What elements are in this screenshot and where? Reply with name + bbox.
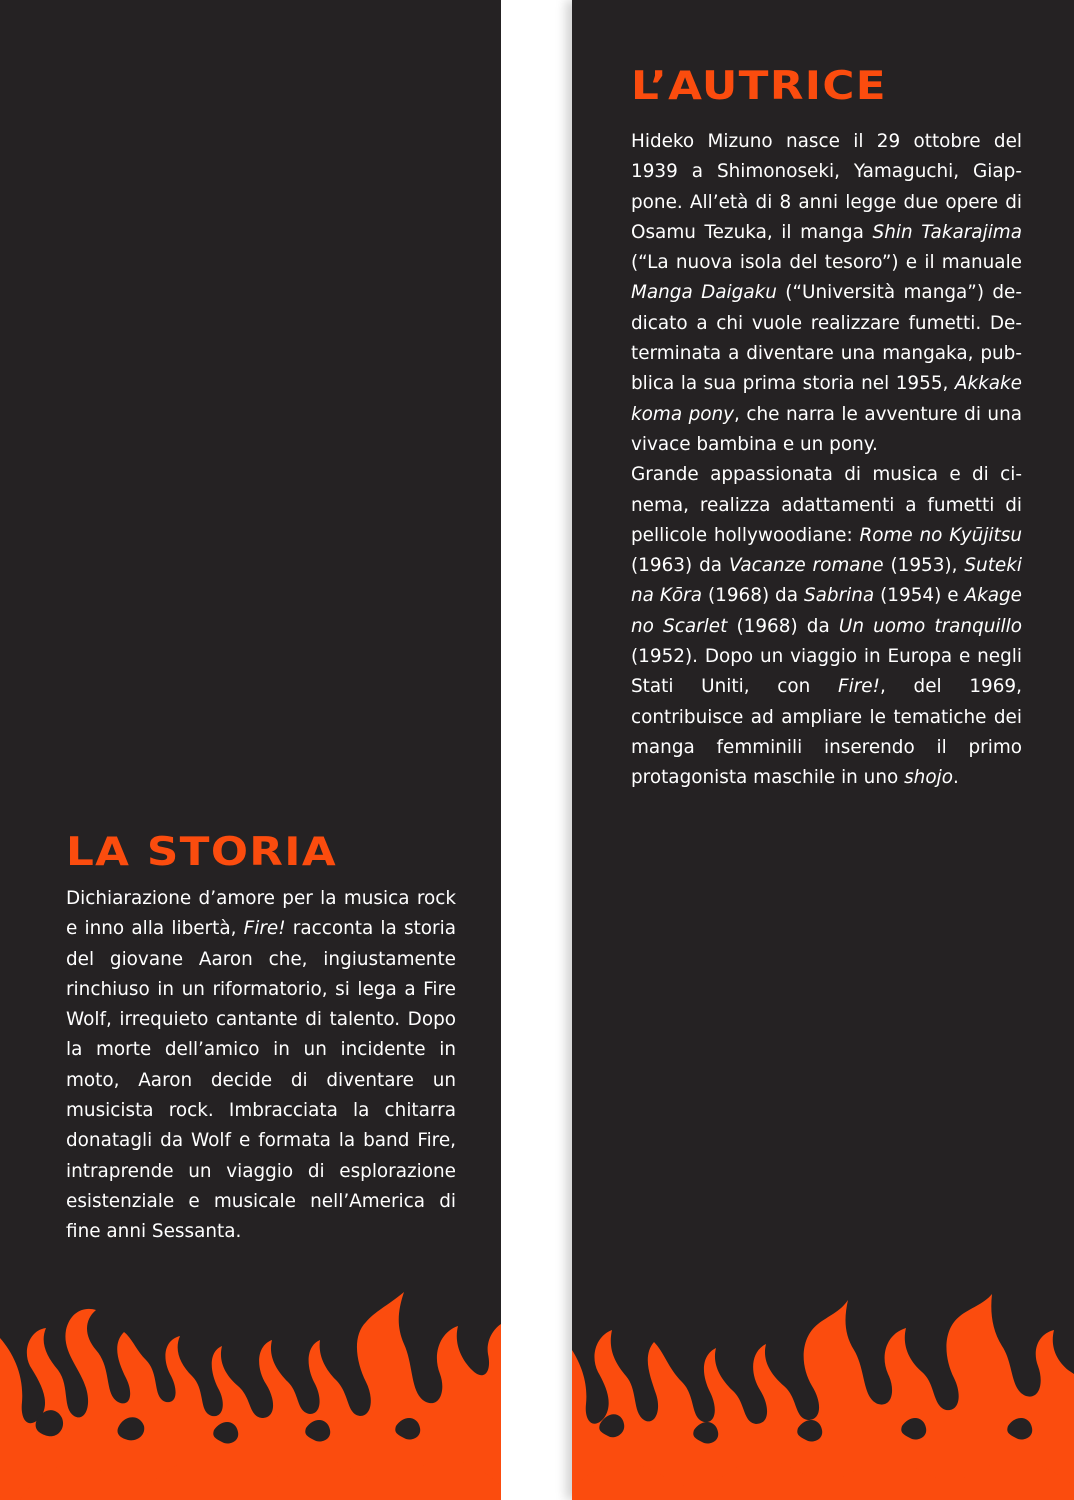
author-text <box>631 127 1022 794</box>
story-text <box>66 884 456 1248</box>
flames-decoration-left <box>0 1290 501 1500</box>
author-panel <box>572 0 1074 1500</box>
flames-decoration-right <box>572 1290 1074 1500</box>
author-title: L’AUTRICE <box>631 64 887 109</box>
story-panel <box>0 0 501 1500</box>
story-title: LA STORIA <box>66 830 338 875</box>
paragraph: Hideko Mizuno nasce il 29 ottobre del 1939 a Shimonoseki, Yamaguchi, Giappone. All’età di 8 anni legge due opere di Osamu Tezuka, il manga Shin Takarajima (“La nuova isola del tesoro”) e il manuale Manga Daigaku (“Università manga”) dedicato a chi vuole realizzare fumetti. Determinata a diventare una mangaka, pubblica la sua prima storia nel 1955, Akkake koma pony, che narra le avventure di una vivace bambina e un pony. <box>631 131 1022 455</box>
paragraph: Dichiarazione d’amore per la musica rock e inno alla libertà, Fire! racconta la storia del giovane Aaron che, ingiustamente rinchiuso in un riformatorio, si lega a Fire Wolf, irrequieto cantante di talento. Dopo la morte dell’amico in un incidente in moto, Aaron decide di diventare un musicista rock. Imbracciata la chitarra donatagli da Wolf e formata la band Fire, intraprende un viaggio di esplorazione esistenziale e musicale nell’America di fine anni Sessanta. <box>66 888 457 1243</box>
paragraph: Grande appassionata di musica e di cinema, realizza adattamenti a fumetti di pellicole hollywoodiane: Rome no Kyūjitsu (1963) da Vacanze romane (1953), Suteki na Kōra (1968) da Sabrina (1954) e Akage no Scarlet (1968) da Un uomo tranquillo (1952). Dopo un viaggio in Europa e negli Stati Uniti, con Fire!, del 1969, contribuisce ad ampliare le tematiche dei manga femminili inserendo il primo protagonista maschile in uno shojo. <box>631 464 1022 789</box>
